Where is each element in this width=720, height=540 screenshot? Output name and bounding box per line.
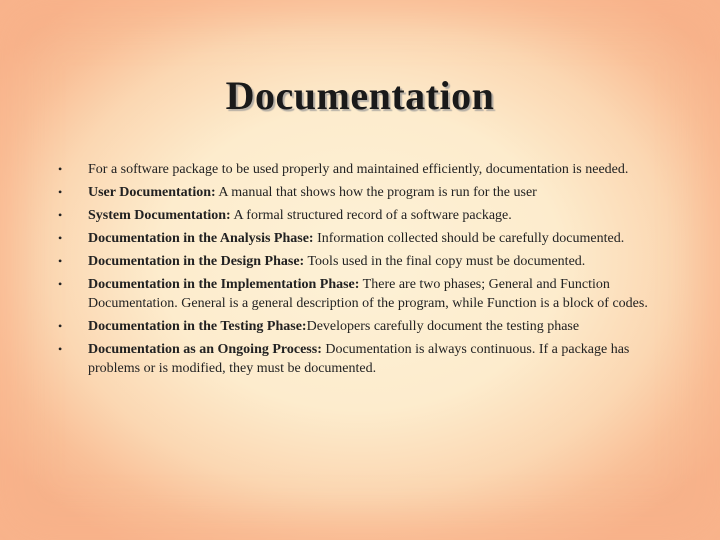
bullet-item [58,160,678,179]
bullet-heading: Documentation in the Implementation Phase: [88,277,360,292]
bullet-heading: Documentation in the Testing Phase: [88,319,307,334]
bullet-heading: Documentation in the Analysis Phase: [88,231,314,246]
bullet-dot: • [58,342,63,356]
bullet-text: For a software package to be used properly and maintained efficiently, documentation is needed. [88,162,629,177]
bullet-dot: • [58,277,63,291]
slide-title: Documentation [225,73,495,118]
bullet-item [58,275,678,313]
bullet-heading: Documentation as an Ongoing Process: [88,342,322,357]
bullet-text: A manual that shows how the program is run for the user [215,185,537,200]
bullet-heading: User Documentation: [88,185,216,200]
bullet-text: Tools used in the final copy must be documented. [304,254,586,269]
bullet-item [58,252,678,271]
bullet-heading: System Documentation: [88,208,231,223]
bullet-dot: • [58,162,63,176]
bullet-text: Documentation is always continuous. If a package has problems or is modified, they must be documented. [88,342,630,376]
bullet-text: A formal structured record of a software package. [230,208,512,223]
bullet-dot: • [58,185,63,199]
bullet-dot: • [58,231,63,245]
bullet-text: There are two phases; General and Function Documentation. General is a general description of the program, while Function is a block of codes. [88,277,648,311]
bullet-item [58,317,678,336]
bullet-dot: • [58,208,63,222]
bullet-heading: Documentation in the Design Phase: [88,254,305,269]
bullet-item [58,206,678,225]
bullet-dot: • [58,254,63,268]
bullet-list [58,160,678,382]
bullet-dot: • [58,319,63,333]
bullet-item [58,340,678,378]
bullet-text: Information collected should be carefully documented. [313,231,625,246]
bullet-item [58,229,678,248]
bullet-item [58,183,678,202]
bullet-text: Developers carefully document the testing phase [306,319,580,334]
